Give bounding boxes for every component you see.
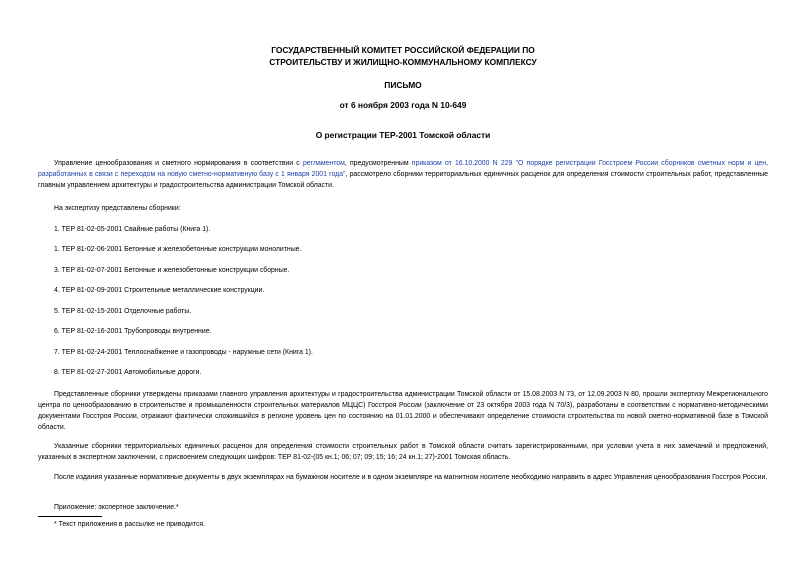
- list-item: 1. ТЕР 81-02-05-2001 Свайные работы (Книга 1).: [54, 226, 211, 233]
- list-item: 6. ТЕР 81-02-16-2001 Трубопроводы внутренние.: [54, 328, 212, 335]
- organization-line-1: ГОСУДАРСТВЕННЫЙ КОМИТЕТ РОССИЙСКОЙ ФЕДЕРАЦИИ ПО: [271, 45, 535, 55]
- order-229-link[interactable]: приказом от 16.10.2000 N 229 "О порядке регистрации Госстроем России сборников сметных норм и цен, разработанных в связи с переходом на новую сметно-нормативную базу с 1 января 2001 года": [38, 160, 768, 178]
- list-item: 5. ТЕР 81-02-15-2001 Отделочные работы.: [54, 308, 192, 315]
- footnote: * Текст приложения в рассылке не приводится.: [54, 521, 206, 528]
- document-date: от 6 ноября 2003 года N 10-649: [339, 100, 467, 110]
- list-item: 3. ТЕР 81-02-07-2001 Бетонные и железобетонные конструкции сборные.: [54, 267, 290, 274]
- registration-paragraph: Указанные сборники территориальных единичных расценок для определения стоимости строительных работ в Томской области считать зарегистрированными, при условии учета в них замечаний и предложений, указанных в экспертном заключении, с присвоением следующих шифров: ТЕР 81-02-(05 кн.1; 06; 07; 09; 15; 16; 24 кн.1; 27)-2001 Томская область.: [38, 443, 768, 461]
- list-item: 4. ТЕР 81-02-09-2001 Строительные металлические конструкции.: [54, 287, 265, 294]
- intro-text-2: , предусмотренным: [344, 160, 412, 167]
- document-type: ПИСЬМО: [384, 80, 422, 90]
- list-item: 7. ТЕР 81-02-24-2001 Теплоснабжение и газопроводы - наружные сети (Книга 1).: [54, 349, 313, 356]
- list-item: 1. ТЕР 81-02-06-2001 Бетонные и железобетонные конструкции монолитные.: [54, 246, 302, 253]
- document-subject: О регистрации ТЕР-2001 Томской области: [315, 130, 491, 140]
- list-item: 8. ТЕР 81-02-27-2001 Автомобильные дороги.: [54, 369, 202, 376]
- send-instructions-paragraph: После издания указанные нормативные документы в двух экземплярах на бумажном носителе и в одном экземпляре на магнитном носителе необходимо направить в адрес Управления ценообразования Госстроя России.: [54, 474, 768, 481]
- intro-text-3: , рассмотрело сборники территориальных единичных расценок для определения стоимости строительных работ, представленные главным управлением архитектуры и градостроительства администрации Томской области.: [38, 171, 768, 189]
- intro-paragraph: [38, 158, 768, 191]
- organization-name: [38, 44, 768, 68]
- intro-text-1: Управление ценообразования и сметного нормирования в соответствии с: [54, 160, 303, 167]
- regulation-link[interactable]: регламентом: [302, 160, 345, 167]
- approval-paragraph: Представленные сборники утверждены приказами главного управления архитектуры и градостроительства администрации Томской области от 15.08.2003 N 73, от 12.09.2003 N 80, прошли экспертизу Межрегионального центра по ценообразованию в строительстве и промышленности строительных материалов МЦЦС) Госстроя России (заключение от 23 октября 2003 года N 70/3), разработаны в соответствии с нормативно-методическими документами Госстроя России, отражают фактически сложившийся в регионе уровень цен по состоянию на 01.01.2000 и обеспечивают определение стоимости строительства по новой сметно-нормативной базе в Томской области.: [38, 391, 768, 431]
- footnote-separator: [38, 516, 102, 517]
- organization-line-2: СТРОИТЕЛЬСТВУ И ЖИЛИЩНО-КОММУНАЛЬНОМУ КОМПЛЕКСУ: [269, 57, 537, 67]
- attachment-note: Приложение: экспертное заключение.*: [54, 504, 179, 511]
- list-intro: На экспертизу представлены сборники:: [54, 205, 181, 212]
